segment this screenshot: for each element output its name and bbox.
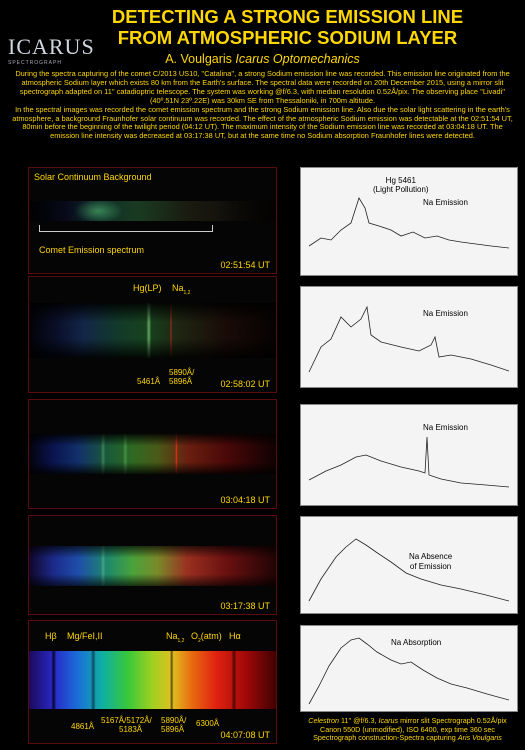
plot-1-na-label: Na Emission (423, 198, 468, 207)
label-solar-continuum: Solar Continuum Background (34, 172, 152, 182)
label-o2-atm: $O_2(atm)$ (191, 631, 222, 644)
author-name: A. Voulgaris (165, 52, 232, 66)
spectrum-panel-1 (28, 167, 277, 274)
label-na-12: $Na_{1,2}$ (166, 631, 185, 644)
plot-2-na-label: Na Emission (423, 309, 468, 318)
label-5461: 5461Å (137, 377, 161, 386)
intro-paragraph-2: In the spectral images was recorded the comet emission spectrum and the strong Sodium emission line. Also due the solar light scattering in the earth's atmosphere, a background Fraunhofer solar continuum was recorded. The effect of the atmospheric Sodium emission was detectable at the 02:51:54 UT, 80min before the beginning of the twilight period (04:12 UT). The maximum intensity of the Sodium emission line was recorded at 03:04:18 UT. The emission line intensity was decreased at 03:17:38 UT, but at the same time no Sodium absorption Fraunhofer lines were detected. (12, 104, 513, 141)
plot-3-graph (301, 405, 517, 505)
spectrum-plot-5 (300, 625, 518, 712)
logo-wordmark: ICARUS (8, 34, 95, 59)
spectrum-plot-3 (300, 404, 518, 506)
label-mg-fe: Mg/FeI,II (67, 631, 103, 641)
credit-line-1: Celestron 11'' @f/6.3, Icarus mirror slit Spectrograph 0.52Å/pix (308, 716, 507, 725)
label-comet-emission: Comet Emission spectrum (39, 245, 145, 255)
spectrum-image-2 (29, 303, 276, 358)
plot-4-na-label: Na Absence of Emission (409, 552, 453, 571)
label-h-alpha: Hα (229, 631, 241, 641)
timestamp-5: 04:07:08 UT (220, 730, 270, 740)
label-6300: 6300Å (196, 719, 220, 728)
spectrum-image-4 (29, 546, 276, 586)
plot-5-na-label: Na Absorption (391, 638, 442, 647)
spectrum-plot-1 (300, 167, 518, 276)
plot-2-graph (301, 287, 517, 387)
spectrum-plot-4 (300, 516, 518, 614)
credit-line-2: Canon 550D (unmodified), ISO 6400, exp time 360 sec (320, 724, 495, 734)
label-4861: 4861Å (71, 722, 95, 731)
label-na: $Na_{1,2}$ (172, 283, 191, 296)
timestamp-4: 03:17:38 UT (220, 601, 270, 611)
intro-text (10, 70, 515, 141)
plot-3-na-label: Na Emission (423, 423, 468, 432)
author-line (0, 52, 525, 66)
spectrum-panel-3 (28, 399, 277, 509)
logo-subtext: SPECTROGRAPH (8, 60, 62, 66)
title-line-1: DETECTING A STRONG EMISSION LINE (111, 6, 464, 27)
spectrum-plot-2 (300, 286, 518, 388)
timestamp-1: 02:51:54 UT (220, 260, 270, 270)
title-line-2: FROM ATMOSPHERIC SODIUM LAYER (117, 27, 458, 48)
spectrum-panel-5 (28, 620, 277, 744)
spectrum-panel-2 (28, 276, 277, 393)
label-h-beta: Hβ (45, 631, 57, 641)
timestamp-2: 02:58:02 UT (220, 379, 270, 389)
equipment-credit (295, 717, 520, 743)
poster-title (60, 6, 515, 48)
label-hg-lp: Hg(LP) (133, 283, 162, 293)
credit-line-3: Spectrograph construction-Spectra capturing Aris Voulgaris (313, 733, 502, 742)
spectrum-panel-4 (28, 515, 277, 615)
spectrum-image-3 (29, 434, 276, 474)
plot-1-hg-label: Hg 5461 (Light Pollution) (373, 176, 429, 194)
bracket-marker (39, 225, 213, 232)
spectrum-image-1 (29, 201, 276, 221)
organization-name: Icarus Optomechanics (235, 52, 360, 66)
timestamp-3: 03:04:18 UT (220, 495, 270, 505)
spectrum-image-5 (29, 651, 276, 709)
intro-paragraph-1: During the spectra capturing of the comet C/2013 US10, ''Catalina'', a strong Sodium emission line was recorded. This emission line originated from the atmospheric Sodium layer which exists 80 km from the Earth's surface. The spectral data were recorded on 20th December 2015, using a mirror slit spectrograph adapted on 11'' catadioptric telescope. The system was working @f/6.3, with median resolution 0.52Å/pix. The observing place ''Livadi'' (40º.51N 23º.22E) was 30km SE from Thessaloniki, in 700m altitude. (15, 69, 510, 105)
label-5890-5896-b: 5890Å/ 5896Å (161, 716, 187, 734)
label-5167-5183: 5167Å/5172Å/ 5183Å (101, 716, 152, 734)
label-5890-5896: 5890Å/ 5896Å (169, 368, 195, 386)
